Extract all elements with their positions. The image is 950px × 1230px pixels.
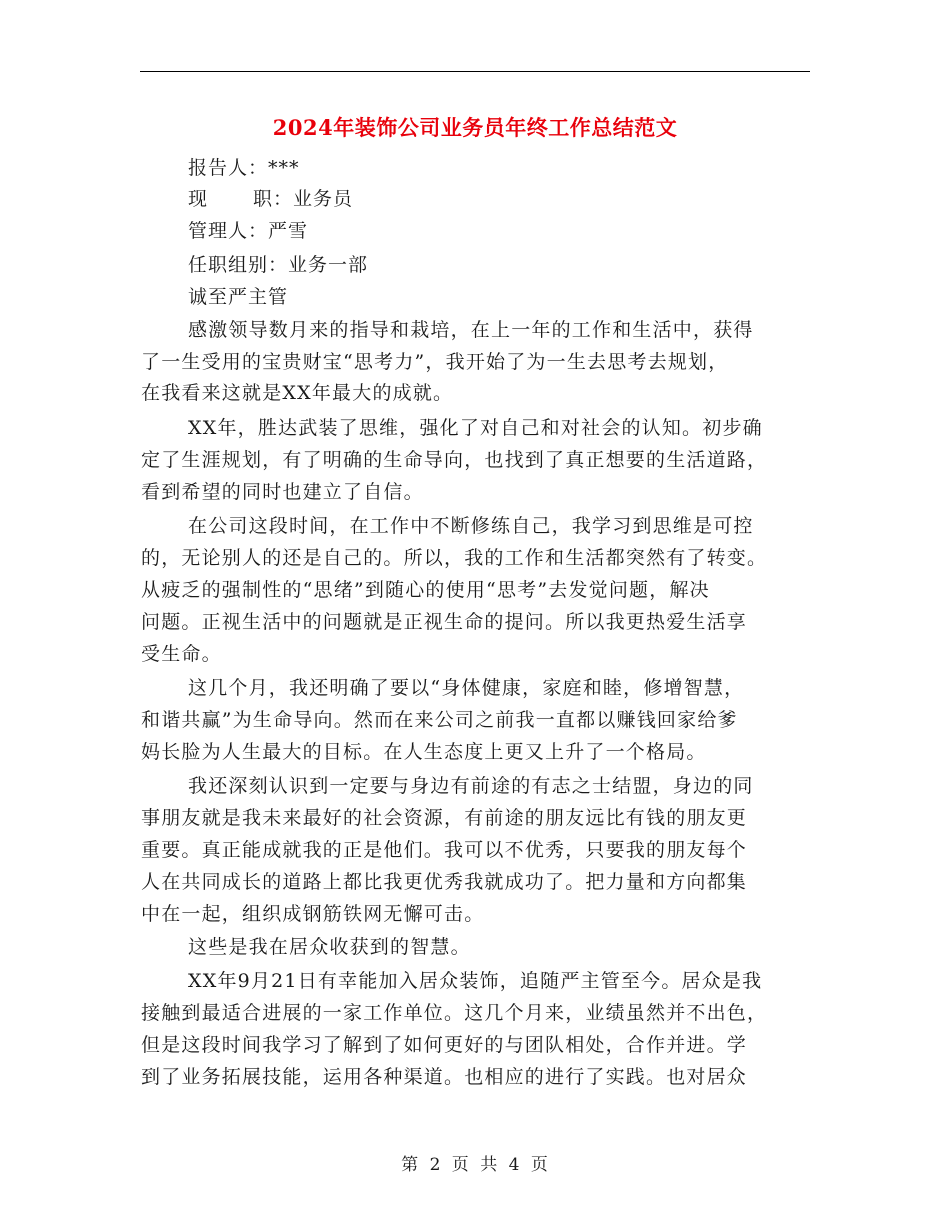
body-line: 人在共同成长的道路上都比我更优秀我就成功了。把力量和方向都集 [141, 871, 748, 893]
body-line: XX年9月21日有幸能加入居众装饰，追随严主管至今。居众是我 [188, 970, 763, 992]
footer-page-number: 2 [429, 1155, 442, 1175]
meta-reporter [188, 153, 300, 184]
reporter-label: 报告人： [188, 157, 269, 179]
meta-position [188, 184, 353, 215]
body-line: 的，无论别人的还是自己的。所以，我的工作和生活都突然有了转变。 [141, 547, 768, 569]
body-line: 但是这段时间我学习了解到了如何更好的与团队相处，合作并进。学 [141, 1034, 748, 1056]
body-line: 我还深刻认识到一定要与身边有前途的有志之士结盟，身边的同 [188, 775, 754, 797]
footer-total-pages: 4 [508, 1155, 521, 1175]
page-footer [0, 1153, 950, 1177]
body-line: 看到希望的同时也建立了自信。 [141, 481, 424, 503]
body-line: 和谐共赢”为生命导向。然而在来公司之前我一直都以赚钱回家给爹 [141, 709, 738, 731]
body-line: 这些是我在居众收获到的智慧。 [188, 936, 471, 958]
body-line: 事朋友就是我未来最好的社会资源，有前途的朋友远比有钱的朋友更 [141, 807, 748, 829]
body-line: XX年，胜达武装了思维，强化了对自己和对社会的认知。初步确 [188, 417, 763, 439]
body-line: 了一生受用的宝贵财宝“思考力”，我开始了为一生去思考去规划， [141, 351, 729, 373]
body-line: 重要。真正能成就我的正是他们。我可以不优秀，只要我的朋友每个 [141, 839, 748, 861]
footer-total-prefix: 共 [480, 1155, 499, 1175]
body-line: 受生命。 [141, 643, 222, 665]
body-line: 感激领导数月来的指导和栽培，在上一年的工作和生活中，获得 [188, 319, 754, 341]
body-line: 从疲乏的强制性的“思绪”到随心的使用“思考”去发觉问题，解决 [141, 579, 710, 601]
meta-manager [188, 216, 308, 247]
header-rule [140, 71, 810, 72]
body-line: 在我看来这就是XX年最大的成就。 [141, 382, 454, 404]
meta-group [188, 250, 368, 281]
position-label-a: 现 [188, 188, 209, 210]
footer-prefix: 第 [401, 1155, 420, 1175]
group-value: 业务一部 [288, 254, 369, 276]
document-title: 2024年装饰公司业务员年终工作总结范文 [272, 115, 678, 140]
manager-label: 管理人： [188, 220, 269, 242]
position-value: 业务员 [293, 188, 354, 210]
footer-mid: 页 [451, 1155, 470, 1175]
body-line: 妈长脸为人生最大的目标。在人生态度上更又上升了一个格局。 [141, 741, 707, 763]
position-label-b: 职： [253, 188, 294, 210]
body-line: 在公司这段时间，在工作中不断修练自己，我学习到思维是可控 [188, 515, 754, 537]
footer-suffix: 页 [530, 1155, 549, 1175]
body-line: 定了生涯规划，有了明确的生命导向，也找到了真正想要的生活道路， [141, 449, 768, 471]
body-line: 问题。正视生活中的问题就是正视生命的提问。所以我更热爱生活享 [141, 611, 748, 633]
body-line: 接触到最适合进展的一家工作单位。这几个月来，业绩虽然并不出色， [141, 1002, 768, 1024]
reporter-value: *** [268, 157, 300, 179]
addressee-line: 诚至严主管 [188, 286, 289, 308]
group-label: 任职组别： [188, 254, 289, 276]
body-line: 中在一起，组织成钢筋铁网无懈可击。 [141, 903, 485, 925]
body-line: 到了业务拓展技能，运用各种渠道。也相应的进行了实践。也对居众 [141, 1066, 748, 1088]
manager-value: 严雪 [268, 220, 309, 242]
body-line: 这几个月，我还明确了要以“身体健康，家庭和睦，修增智慧， [188, 677, 745, 699]
